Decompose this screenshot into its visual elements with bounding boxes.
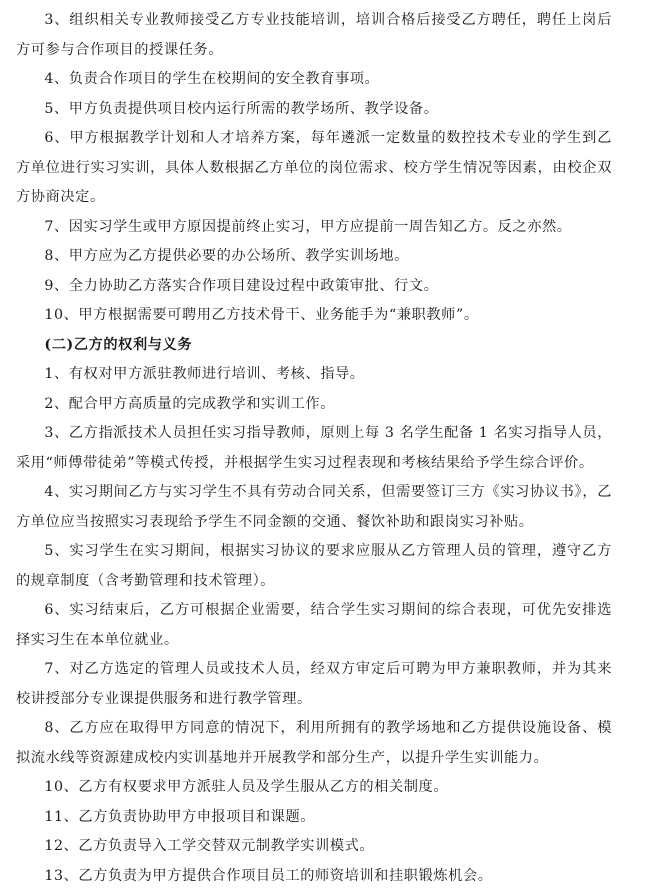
paragraph-a9: 9、全力协助乙方落实合作项目建设过程中政策审批、行文。 (44, 277, 439, 294)
paragraph-a8: 8、甲方应为乙方提供必要的办公场所、教学实训场地。 (44, 248, 409, 264)
paragraph-b8: 8、乙方应在取得甲方同意的情况下，利用所拥有的教学场地和乙方提供设施设备、模拟流水线等资源建成校内实训基地并开展教学和部分生产，以提升学生实训能力。 (16, 720, 612, 766)
paragraph-b6: 6、实习结束后，乙方可根据企业需要，结合学生实习期间的综合表现，可优先安排选择实习生在本单位就业。 (16, 602, 612, 648)
paragraph-a7: 7、因实习学生或甲方原因提前终止实习，甲方应提前一周告知乙方。反之亦然。 (44, 218, 572, 235)
paragraph-b2: 2、配合甲方高质量的完成教学和实训工作。 (44, 395, 335, 412)
paragraph-a4: 4、负责合作项目的学生在校期间的安全教育事项。 (44, 71, 380, 87)
paragraph-b3: 3、乙方指派技术人员担任实习指导教师，原则上每 3 名学生配备 1 名实习指导人员，采用“师傅带徒弟”等模式传授，并根据学生实习过程表现和考核结果给予学生综合评价。 (16, 425, 612, 471)
paragraph-b1: 1、有权对甲方派驻教师进行培训、考核、指导。 (44, 366, 365, 382)
paragraph-b10: 10、乙方有权要求甲方派驻人员及学生服从乙方的相关制度。 (44, 779, 449, 795)
paragraph-b13: 13、乙方负责为甲方提供合作项目员工的师资培训和挂职锻炼机会。 (44, 867, 493, 884)
paragraph-a10: 10、甲方根据需要可聘用乙方技术骨干、业务能手为“兼职教师”。 (44, 307, 479, 323)
paragraph-b7: 7、对乙方选定的管理人员或技术人员，经双方审定后可聘为甲方兼职教师，并为其来校讲授部分专业课提供服务和进行教学管理。 (16, 661, 612, 707)
paragraph-a6: 6、甲方根据教学计划和人才培养方案，每年遴派一定数量的数控技术专业的学生到乙方单位进行实习实训，具体人数根据乙方单位的岗位需求、校方学生情况等因素，由校企双方协商决定。 (16, 130, 612, 205)
paragraph-a3: 3、组织相关专业教师接受乙方专业技能培训，培训合格后接受乙方聘任，聘任上岗后方可参与合作项目的授课任务。 (16, 12, 612, 58)
paragraph-b5: 5、实习学生在实习期间，根据实习协议的要求应服从乙方管理人员的管理，遵守乙方的规章制度（含考勤管理和技术管理）。 (16, 543, 612, 589)
paragraph-b11: 11、乙方负责协助甲方申报项目和课题。 (44, 808, 316, 825)
paragraph-a5: 5、甲方负责提供项目校内运行所需的教学场所、教学设备。 (44, 100, 439, 117)
paragraph-b12: 12、乙方负责导入工学交替双元制教学实训模式。 (44, 838, 375, 854)
paragraph-b4: 4、实习期间乙方与实习学生不具有劳动合同关系，但需要签订三方《实习协议书》，乙方单位应当按照实习表现给予学生不同金额的交通、餐饮补助和跟岗实习补贴。 (16, 484, 612, 530)
section-heading: (二)乙方的权利与义务 (44, 336, 193, 353)
